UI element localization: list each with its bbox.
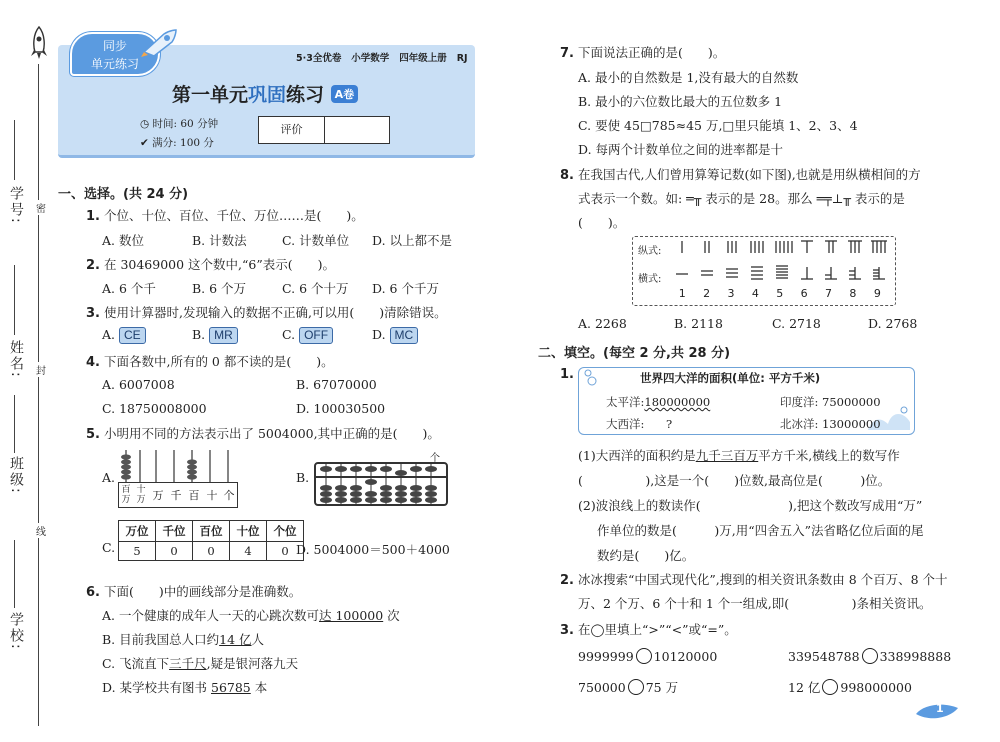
school-field[interactable] [14,540,15,608]
grade: 四年级上册 [399,53,447,64]
sub2-post: ),把这个数改写成用“万” [700,498,923,513]
q1-stem: 个位、十位、百位、千位、万位……是( )。 [103,208,364,223]
q6-opt-c[interactable] [102,654,298,672]
rod-digit-3: 3 [727,287,735,300]
q8-opt-c[interactable]: C. 2718 [772,316,821,331]
cut-char-2: 封 [36,362,46,377]
s2-q1-sub1-line2[interactable]: ( ),这是一个( )位数,最高位是( )位。 [578,473,891,488]
q2-opt-d[interactable]: D. 6 个千万 [372,281,439,296]
page-number: 1 [936,702,944,715]
q4-opt-c[interactable]: C. 18750008000 [102,401,207,416]
pv-header-qian: 千位 [156,521,193,542]
pacific-value: 180000000 [644,395,711,409]
q6-num: 6. [86,585,100,600]
q6-opt-a[interactable] [102,606,400,624]
binding-line [38,64,39,726]
q2-opt-a[interactable]: A. 6 个千 [102,281,156,296]
atlantic-value: ? [666,417,673,431]
q5-letter-d: D. [296,542,310,557]
name-label: 姓名: [8,340,24,379]
q8 [560,165,921,183]
rod-digit-5: 5 [776,287,784,300]
title-part1: 第一单元 [172,84,249,106]
q7-opt-a[interactable]: A. 最小的自然数是 1,没有最大的自然数 [578,70,799,85]
q2-opt-b[interactable]: B. 6 个万 [192,281,247,296]
q7 [560,43,725,61]
pv-header-bai: 百位 [193,521,230,542]
section2-title: 二、填空。(每空 2 分,共 28 分) [538,346,731,361]
q4-opt-b[interactable]: B. 67070000 [296,377,377,392]
badge-line2: 单元练习 [90,57,139,71]
pv-value-qian: 0 [156,542,193,561]
q5-letter-c: C. [102,540,116,555]
score-text: 满分: 100 分 [152,137,214,149]
q5-num: 5. [86,427,100,442]
compare-2-right: 338998888 [879,649,952,664]
q6-b-underlined: 14 亿 [219,632,252,647]
time-text: 时间: 60 分钟 [152,118,219,130]
q8-line2: 式表示一个数。如: ═╥ 表示的是 28。那么 ═╤⊥╥ 表示的是 [578,191,905,206]
title-part2: 巩固 [248,84,287,106]
compare-1-right: 10120000 [653,649,718,664]
q2-stem: 在 30469000 这个数中,“6”表示( )。 [103,257,335,272]
q1-num: 1. [86,209,100,224]
q1-opt-a[interactable]: A. 数位 [102,233,144,248]
vertical-form-label: 纵式: [638,246,662,257]
section1-title: 一、选择。(共 24 分) [58,187,189,202]
q7-opt-c[interactable]: C. 要使 45□785≈45 万,□里只能填 1、2、3、4 [578,118,858,133]
compare-3-circle[interactable] [628,679,644,695]
q3-opt-b[interactable] [192,327,238,344]
atlantic-area [606,416,672,432]
q1-opt-d[interactable]: D. 以上都不是 [372,233,453,248]
q6-a-post: 次 [383,608,400,623]
pv-value-bai: 0 [193,542,230,561]
compare-row-1 [578,648,717,664]
score-info [140,135,214,150]
q5-a-label-4: 千 [170,489,182,502]
pv-value-shi: 4 [230,542,267,561]
q3-opt-d[interactable] [372,327,418,344]
student-id-field[interactable] [14,120,15,180]
q6-stem: 下面( )中的画线部分是准确数。 [103,584,302,599]
calc-key-off: OFF [299,327,333,344]
edition: RJ [456,53,468,64]
q5-b-suanpan [314,462,448,510]
pv-header-wan: 万位 [119,521,156,542]
check-icon: ✔ [140,137,153,149]
compare-4-left: 12 亿 [788,680,821,695]
indian-area: 印度洋: 75000000 [780,395,881,409]
q3-num: 3. [86,306,100,321]
name-field[interactable] [14,265,15,335]
s2-q1-sub2-line1[interactable] [578,496,922,514]
badge-line1: 同步 [102,39,127,53]
q3-letter-b: B. [192,327,206,342]
q3-letter-c: C. [282,327,296,342]
q4-stem: 下面各数中,所有的 0 都不读的是( )。 [103,354,334,369]
q7-opt-d[interactable]: D. 每两个计数单位之间的进率都是十 [578,142,784,157]
q7-num: 7. [560,46,574,61]
q6-d-pre: D. 某学校共有图书 [102,680,211,695]
pv-value-wan: 5 [119,542,156,561]
q3-letter-d: D. [372,327,386,342]
q5-a-abacus [118,446,238,486]
calc-key-mc: MC [390,327,419,344]
q6-opt-b[interactable] [102,630,264,648]
pv-value-ge: 0 [267,542,304,561]
q5-letter-b: B. [296,470,310,485]
s2-q1-sub2-line3[interactable]: 数约是( )亿。 [597,548,695,563]
q5-opt-a[interactable] [102,470,115,485]
oceans-title: 世界四大洋的面积(单位: 平方千米) [640,371,821,385]
q2 [86,255,335,273]
compare-3-left: 750000 [578,680,626,695]
time-info [140,116,218,131]
subject: 小学数学 [351,53,390,64]
q5 [86,424,440,442]
q3-opt-a[interactable] [102,327,146,344]
series-name: 5·3全优卷 [296,53,342,64]
q4-opt-d[interactable]: D. 100030500 [296,401,386,416]
q3-stem: 使用计算器时,发现输入的数据不正确,可以用( )清除错误。 [103,305,447,320]
q5-a-label-2: 十万 [136,485,146,505]
pacific-area [606,394,710,410]
q6-d-post: 本 [250,680,268,695]
rod-digit-9: 9 [873,287,881,300]
rod-digit-7: 7 [825,287,833,300]
counting-rods-glyphs [670,238,890,290]
q6 [86,582,301,600]
eval-field[interactable] [325,117,389,143]
compare-2-circle[interactable] [862,648,878,664]
rod-digit-6: 6 [800,287,808,300]
sub1-post: 平方千米,横线上的数写作 [758,448,900,463]
q5-c-table [118,520,304,561]
cut-char-3: 线 [36,523,46,538]
compare-3-right: 75 万 [645,680,679,695]
eval-box [258,116,390,144]
q2-num: 2. [86,258,100,273]
q7-opt-b[interactable]: B. 最小的六位数比最大的五位数多 1 [578,94,783,109]
school-label: 学校: [8,612,24,651]
title-badge: A卷 [331,85,359,103]
q5-a-label-box [118,482,238,508]
q1-opt-b[interactable]: B. 计数法 [192,233,247,248]
q8-opt-a[interactable]: A. 2268 [578,316,627,331]
s2-q3 [560,620,737,638]
compare-row-2 [788,648,951,664]
title-part3: 练习 [286,84,325,106]
s2-q3-num: 3. [560,623,574,638]
q5-opt-d[interactable] [296,540,450,558]
s2-q3-stem: 在◯里填上“>”“<”或“=”。 [577,622,737,637]
s2-q1-sub2-line2[interactable]: 作单位的数是( )万,用“四舍五入”法省略亿位后面的尾 [597,523,924,538]
q8-opt-b[interactable]: B. 2118 [674,316,723,331]
q6-d-underlined: 56785 [211,680,251,695]
q4-opt-a[interactable]: A. 6007008 [102,377,175,392]
compare-1-circle[interactable] [636,648,652,664]
q5-b-label: 个 [430,453,440,464]
sub2-pre: (2)波浪线上的数读作( [578,498,701,513]
page-title [172,80,358,107]
eval-label: 评价 [259,117,325,143]
q8-opt-d[interactable]: D. 2768 [868,316,918,331]
q6-b-pre: B. 目前我国总人口约 [102,632,220,647]
q5-stem: 小明用不同的方法表示出了 5004000,其中正确的是( )。 [103,426,440,441]
pv-header-shi: 十位 [230,521,267,542]
q5-a-label-6: 十 [206,489,218,502]
rod-digit-8: 8 [849,287,857,300]
sidebar-rocket-icon [30,26,48,64]
cut-char-1: 密 [36,200,46,215]
rod-digit-4: 4 [751,287,759,300]
q6-c-pre: C. 飞流直下 [102,656,170,671]
arctic-area: 北冰洋: 13000000 [780,417,881,431]
q6-c-underlined: 三千尺 [169,656,207,671]
compare-row-3 [578,678,678,696]
q6-a-underlined: 达 100000 [318,608,384,623]
q8-line1: 在我国古代,人们曾用算筹记数(如下图),也就是用纵横相间的方 [577,167,921,182]
q5-opt-c[interactable] [102,540,115,555]
q6-c-post: ,疑是银河落九天 [206,656,299,671]
q8-line3: ( )。 [578,215,626,230]
calc-key-mr: MR [209,327,238,344]
atlantic-label: 大西洋: [606,417,645,431]
ocean-bubbles-icon [582,368,598,392]
s2-q2-line1 [560,570,948,588]
header-meta [296,50,468,64]
pv-header-ge: 个位 [267,521,304,542]
s2-q2-line2[interactable]: 万、2 个万、6 个十和 1 个一组成,即( )条相关资讯。 [578,596,932,611]
q6-a-pre: A. 一个健康的成年人一天的心跳次数可 [102,608,319,623]
q5-a-label-1: 百万 [121,485,131,505]
compare-2-left: 339548788 [788,649,860,664]
s2-q2-text1: 冰冰搜索“中国式现代化”,搜到的相关资讯条数由 8 个百万、8 个十 [577,572,948,587]
q5-letter-a: A. [102,470,116,485]
q8-num: 8. [560,168,574,183]
s2-q1-num: 1. [560,367,574,382]
q6-opt-d[interactable] [102,678,267,696]
q4-num: 4. [86,355,100,370]
q4 [86,352,334,370]
student-id-label: 学号: [8,186,24,225]
sub1-pre: (1)大西洋的面积约是 [578,448,696,463]
class-label: 班级: [8,456,24,495]
q2-opt-c[interactable]: C. 6 个十万 [282,281,349,296]
q6-b-post: 人 [251,632,265,647]
q3 [86,303,447,321]
q7-stem: 下面说法正确的是( )。 [577,45,726,60]
calc-key-ce: CE [119,327,146,344]
s2-q2-num: 2. [560,573,574,588]
q1 [86,206,364,224]
clock-icon: ◷ [140,118,153,130]
rod-digit-2: 2 [703,287,711,300]
s2-q1-sub1-line1 [578,446,900,464]
counting-rod-digits [670,287,890,300]
compare-1-left: 9999999 [578,649,634,664]
q5-opt-b[interactable] [296,470,309,485]
q5-d-text: 5004000＝500＋4000 [313,542,450,557]
sub1-underlined: 九千三百万 [695,448,759,463]
compare-4-right: 998000000 [840,680,912,695]
compare-4-circle[interactable] [822,679,838,695]
compare-row-4 [788,678,912,696]
rod-digit-1: 1 [678,287,686,300]
q5-a-label-7: 个 [223,489,235,502]
q1-opt-c[interactable]: C. 计数单位 [282,233,350,248]
horizontal-form-label: 横式: [638,274,662,285]
q3-letter-a: A. [102,327,116,342]
q5-a-label-5: 百 [188,489,200,502]
pacific-label: 太平洋: [606,395,645,409]
q5-a-label-3: 万 [152,489,164,502]
q3-opt-c[interactable] [282,327,333,344]
rocket-icon [140,28,178,62]
class-field[interactable] [14,395,15,453]
